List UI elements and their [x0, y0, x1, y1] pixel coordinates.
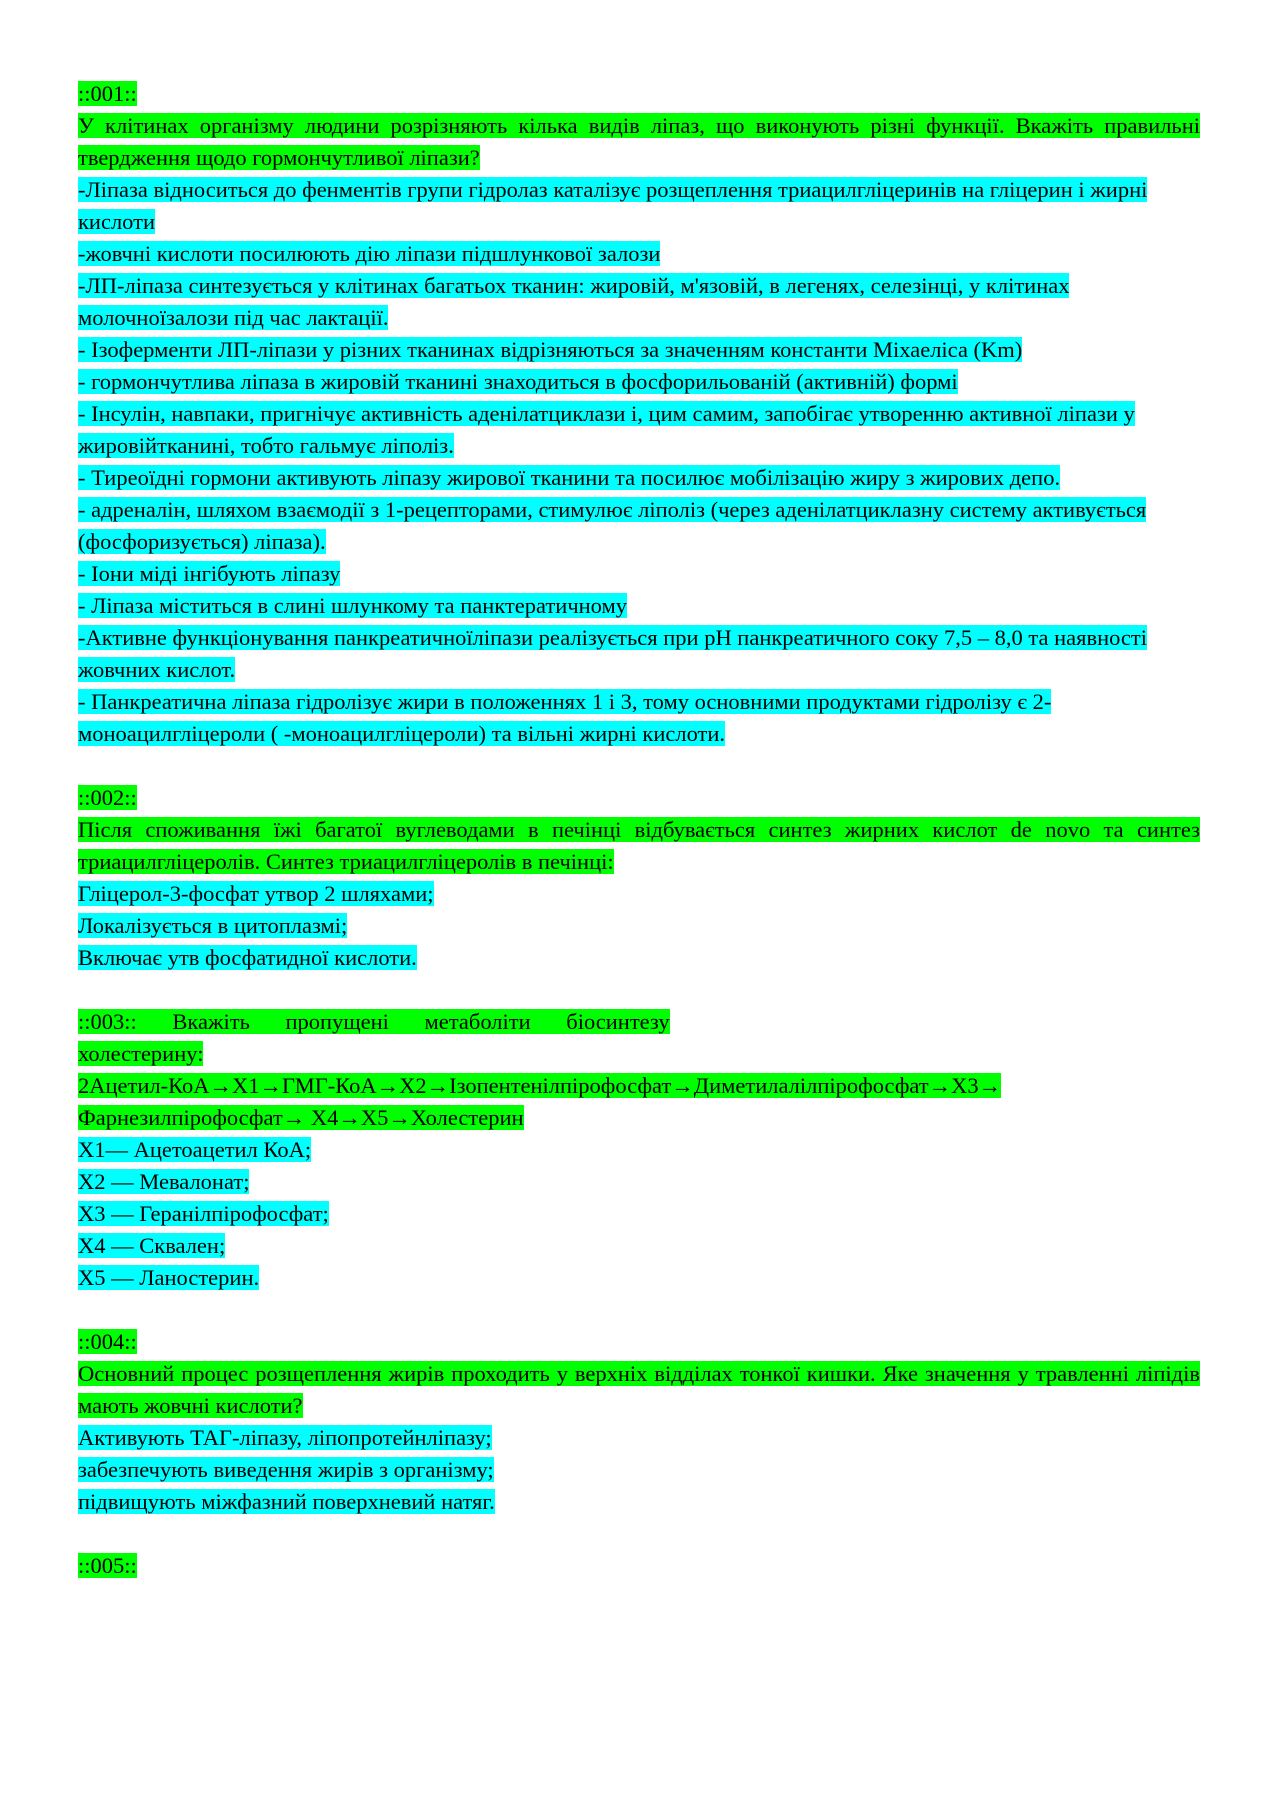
spacer [78, 750, 1200, 782]
answer-item: Гліцерол-3-фосфат утвор 2 шляхами; [78, 881, 434, 906]
answer-item: - Інсулін, навпаки, пригнічує активність аденілатциклази і, цим самим, запобігає утворенню активної ліпази у жировійтканині, тобто гальмує ліполіз. [78, 401, 1135, 458]
question-head: Вкажіть пропущені метаболіти біосинтезу [172, 1009, 670, 1034]
answer-item: підвищують міжфазний поверхневий натяг. [78, 1489, 495, 1514]
question-text [78, 1006, 1200, 1038]
question-005 [78, 1550, 1200, 1582]
question-id: ::003:: [78, 1009, 137, 1034]
answer-item: - гормончутлива ліпаза в жировій тканині знаходиться в фосфорильованій (активній) формі [78, 369, 958, 394]
answer-item: - адреналін, шляхом взаємодії з 1-рецепторами, стимулює ліполіз (через аденілатциклазну систему активується (фосфоризується) ліпаза). [78, 497, 1147, 554]
answer-item: - Панкреатична ліпаза гідролізує жири в положеннях 1 і 3, тому основними продуктами гідролізу є 2-моноацилгліцероли ( -моноацилгліцероли) та вільні жирні кислоти. [78, 689, 1052, 746]
answer-item: -ЛП-ліпаза синтезується у клітинах багатьох тканин: жировій, м'язовій, в легенях, селезінці, у клітинах молочноїзалози під час лактації. [78, 273, 1070, 330]
answer-item: Х1— Ацетоацетил КоА; [78, 1137, 312, 1162]
pathway-chain-line-1: 2Ацетил-КоА→Х1→ГМГ-КоА→Х2→Ізопентенілпірофосфат→Диметилалілпірофосфат→Х3→ [78, 1073, 1002, 1098]
answer-item: Х5 — Ланостерин. [78, 1265, 260, 1290]
answer-item: Включає утв фосфатидної кислоти. [78, 945, 417, 970]
question-text: Після споживання їжі багатої вуглеводами в печінці відбувається синтез жирних кислот de novo та синтез триацилгліцеролів. Синтез триацилгліцеролів в печінці: [78, 817, 1200, 874]
question-id: ::004:: [78, 1329, 137, 1354]
question-text: Основний процес розщеплення жирів проходить у верхніх відділах тонкої кишки. Яке значення у травленні ліпідів мають жовчні кислоти? [78, 1361, 1200, 1418]
question-id: ::002:: [78, 785, 137, 810]
answer-item: - Ліпаза міститься в слині шлункому та панктератичному [78, 593, 627, 618]
answer-item: Х3 — Геранілпірофосфат; [78, 1201, 329, 1226]
answer-item: забезпечують виведення жирів з організму; [78, 1457, 494, 1482]
answer-item: - Іони міді інгібують ліпазу [78, 561, 341, 586]
answer-item: Активують ТАГ-ліпазу, ліпопротейнліпазу; [78, 1425, 492, 1450]
answer-item: -Активне функціонування панкреатичноїліпази реалізується при pH панкреатичного соку 7,5 – 8,0 та наявності жовчних кислот. [78, 625, 1147, 682]
answer-item: Х2 — Мевалонат; [78, 1169, 250, 1194]
spacer [78, 1294, 1200, 1326]
question-tail: холестерину: [78, 1041, 204, 1066]
question-003 [78, 1006, 1200, 1294]
question-002 [78, 782, 1200, 974]
pathway-chain-line-2: Фарнезилпірофосфат→ Х4→Х5→Холестерин [78, 1105, 524, 1130]
question-id: ::005:: [78, 1553, 137, 1578]
question-004 [78, 1326, 1200, 1518]
spacer [78, 1518, 1200, 1550]
question-text: У клітинах організму людини розрізняють кілька видів ліпаз, що виконують різні функції. Вкажіть правильні твердження щодо гормончутливої ліпази? [78, 113, 1200, 170]
answer-item: -Ліпаза відноситься до фенментів групи гідролаз каталізує розщеплення триацилгліцеринів на гліцерин і жирні кислоти [78, 177, 1148, 234]
answer-item: -жовчні кислоти посилюють дію ліпази підшлункової залози [78, 241, 661, 266]
spacer [78, 974, 1200, 1006]
answer-item: Локалізується в цитоплазмі; [78, 913, 348, 938]
answer-item: Х4 — Сквален; [78, 1233, 226, 1258]
answer-item: - Тиреоїдні гормони активують ліпазу жирової тканини та посилює мобілізацію жиру з жирових депо. [78, 465, 1061, 490]
question-id: ::001:: [78, 81, 137, 106]
question-001 [78, 78, 1200, 750]
answer-item: - Ізоферменти ЛП-ліпази у різних тканинах відрізняються за значенням константи Міхаеліса (Km) [78, 337, 1023, 362]
